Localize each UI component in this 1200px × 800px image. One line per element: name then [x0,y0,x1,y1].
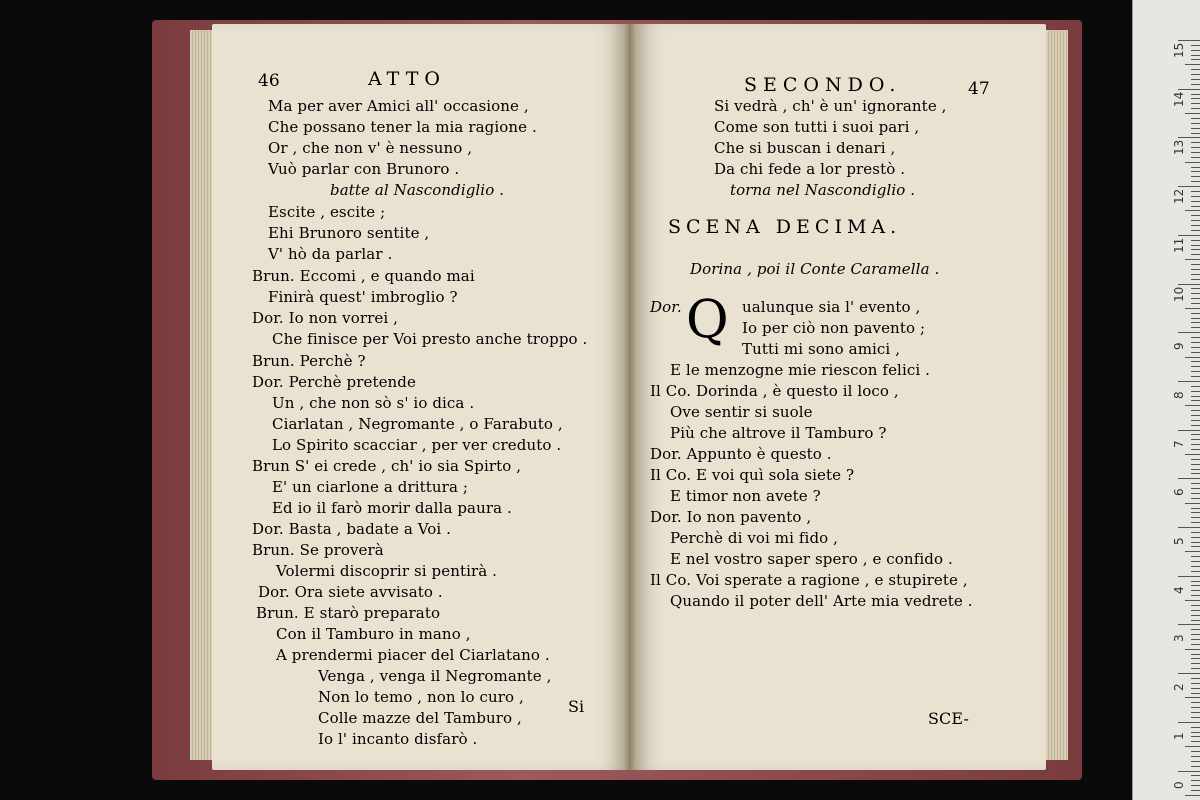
ruler-tick [1191,634,1200,635]
ruler-number: 0 [1172,780,1186,789]
ruler-tick [1191,693,1200,694]
text-line: E' un ciarlone a drittura ; [272,478,469,496]
text-line: V' hò da parlar . [268,245,393,263]
scene-subtitle: Dorina , poi il Conte Caramella . [690,260,940,278]
ruler-tick [1191,206,1200,207]
right-page-number: 47 [968,79,990,99]
ruler-tick [1191,727,1200,728]
ruler-tick [1191,108,1200,109]
ruler-number: 8 [1172,391,1186,399]
ruler-tick [1185,357,1200,358]
ruler-tick [1191,420,1200,421]
ruler-tick [1191,293,1200,294]
ruler-tick [1191,751,1200,752]
text-line: E le menzogne mie riescon felici . [670,361,930,379]
ruler-tick [1191,717,1200,718]
ruler-tick [1191,254,1200,255]
text-line: Brun S' ei crede , ch' io sia Spirto , [252,457,522,475]
ruler-tick [1191,585,1200,586]
ruler-tick [1191,98,1200,99]
ruler-tick [1191,55,1200,56]
ruler-tick [1191,366,1200,367]
ruler-number: 14 [1172,91,1186,107]
ruler-tick [1185,649,1200,650]
ruler-tick [1191,610,1200,611]
ruler-tick [1191,269,1200,270]
ruler-tick [1185,600,1200,601]
ruler-tick [1191,663,1200,664]
ruler-tick [1191,780,1200,781]
drop-cap: Q [686,290,729,350]
ruler-tick [1185,795,1200,796]
ruler-tick [1191,69,1200,70]
text-line: Da chi fede a lor prestò . [714,160,906,178]
ruler-tick [1185,503,1200,504]
ruler-tick [1191,400,1200,401]
ruler-tick [1191,84,1200,85]
ruler-number: 9 [1172,342,1186,351]
ruler-tick [1191,615,1200,616]
text-line: Lo Spirito scacciar , per ver creduto . [272,436,562,454]
ruler-tick [1191,785,1200,786]
ruler-tick [1191,483,1200,484]
ruler-tick [1191,45,1200,46]
ruler-tick [1191,473,1200,474]
ruler-tick [1191,493,1200,494]
ruler-tick [1191,464,1200,465]
text-line: Si vedrà , ch' è un' ignorante , [714,97,947,115]
ruler-tick [1191,542,1200,543]
ruler-tick [1191,298,1200,299]
ruler-tick [1185,454,1200,455]
ruler-tick [1191,376,1200,377]
ruler-tick [1185,162,1200,163]
ruler-number: 1 [1172,732,1186,740]
measuring-ruler [1132,0,1200,800]
text-line: batte al Nascondiglio . [330,181,505,199]
text-line: Dor. Perchè pretende [252,373,416,391]
ruler-tick [1191,288,1200,289]
text-line: Ciarlatan , Negromante , o Farabuto , [272,415,563,433]
right-catchword: SCE- [928,709,969,728]
scene-title: SCENA DECIMA. [668,216,902,238]
ruler-tick [1185,210,1200,211]
ruler-tick [1191,517,1200,518]
ruler-tick [1191,766,1200,767]
ruler-tick [1178,576,1200,577]
ruler-tick [1191,352,1200,353]
ruler-tick [1178,332,1200,333]
ruler-tick [1185,697,1200,698]
ruler-tick [1191,425,1200,426]
ruler-tick [1191,434,1200,435]
page-edges-right [1046,30,1068,760]
ruler-tick [1178,430,1200,431]
text-line: Dor. Io non pavento , [650,508,812,526]
ruler-tick [1191,707,1200,708]
ruler-tick [1191,396,1200,397]
ruler-tick [1178,284,1200,285]
text-line: Dor. Io non vorrei , [252,309,399,327]
ruler-tick [1191,142,1200,143]
ruler-tick [1178,478,1200,479]
ruler-tick [1191,522,1200,523]
ruler-tick [1191,532,1200,533]
ruler-tick [1185,405,1200,406]
ruler-tick [1191,469,1200,470]
ruler-tick [1191,318,1200,319]
page-edges-left [190,30,212,760]
ruler-number: 5 [1172,537,1186,545]
ruler-tick [1191,171,1200,172]
ruler-tick [1191,371,1200,372]
ruler-tick [1191,654,1200,655]
ruler-tick [1191,313,1200,314]
text-line: Dor. Appunto è questo . [650,445,832,463]
ruler-tick [1191,303,1200,304]
ruler-tick [1191,761,1200,762]
ruler-tick [1191,571,1200,572]
ruler-tick [1191,410,1200,411]
ruler-tick [1191,444,1200,445]
ruler-tick [1191,775,1200,776]
text-line: ualunque sia l' evento , [742,298,921,316]
ruler-tick [1191,322,1200,323]
text-line: Finirà quest' imbroglio ? [268,288,458,306]
ruler-tick [1178,186,1200,187]
text-line: Un , che non sò s' io dica . [272,394,475,412]
ruler-number: 11 [1172,237,1186,253]
ruler-number: 10 [1172,286,1186,302]
text-line: Dor. Basta , badate a Voi . [252,520,452,538]
text-line: torna nel Nascondiglio . [730,181,916,199]
ruler-tick [1191,342,1200,343]
ruler-tick [1185,551,1200,552]
ruler-tick [1191,361,1200,362]
ruler-tick [1191,629,1200,630]
text-line: Venga , venga il Negromante , [318,667,552,685]
ruler-tick [1191,191,1200,192]
ruler-tick [1178,624,1200,625]
ruler-number: 7 [1172,439,1186,448]
ruler-tick [1191,668,1200,669]
ruler-tick [1191,756,1200,757]
ruler-tick [1191,176,1200,177]
text-line: Brun. Perchè ? [252,352,366,370]
text-line: Più che altrove il Tamburo ? [670,424,887,442]
ruler-tick [1191,157,1200,158]
text-line: Tutti mi sono amici , [742,340,901,358]
ruler-tick [1178,527,1200,528]
ruler-tick [1178,771,1200,772]
ruler-tick [1191,133,1200,134]
ruler-tick [1191,103,1200,104]
ruler-tick [1191,74,1200,75]
ruler-tick [1191,279,1200,280]
text-line: Che si buscan i denari , [714,139,896,157]
text-line: Perchè di voi mi fido , [670,529,839,547]
ruler-tick [1191,605,1200,606]
ruler-tick [1191,128,1200,129]
ruler-tick [1178,137,1200,138]
ruler-tick [1191,167,1200,168]
ruler-tick [1178,722,1200,723]
ruler-tick [1191,240,1200,241]
ruler-number: 4 [1172,586,1186,594]
ruler-tick [1191,595,1200,596]
ruler-tick [1185,746,1200,747]
ruler-tick [1191,215,1200,216]
ruler-tick [1191,230,1200,231]
text-line: Brun. Eccomi , e quando mai [252,267,475,285]
ruler-tick [1191,327,1200,328]
ruler-tick [1191,147,1200,148]
ruler-tick [1191,712,1200,713]
ruler-tick [1185,259,1200,260]
text-line: Ma per aver Amici all' occasione , [268,97,529,115]
right-running-head: SECONDO. [744,74,902,96]
speaker-first: Dor. [650,298,682,316]
text-line: Ehi Brunoro sentite , [268,224,430,242]
ruler-tick [1191,678,1200,679]
text-line: Ed io il farò morir dalla paura . [272,499,512,517]
ruler-tick [1191,702,1200,703]
text-line: A prendermi piacer del Ciarlatano . [276,646,550,664]
ruler-tick [1191,225,1200,226]
ruler-tick [1191,566,1200,567]
text-line: E timor non avete ? [670,487,821,505]
ruler-tick [1191,220,1200,221]
left-running-head: ATTO [368,68,446,90]
ruler-tick [1191,732,1200,733]
ruler-tick [1191,439,1200,440]
ruler-tick [1191,741,1200,742]
ruler-tick [1191,59,1200,60]
ruler-tick [1191,347,1200,348]
text-line: Come son tutti i suoi pari , [714,118,920,136]
ruler-tick [1191,245,1200,246]
text-line: Brun. E starò preparato [256,604,441,622]
ruler-tick [1191,620,1200,621]
ruler-tick [1191,50,1200,51]
left-catchword: Si [568,697,585,716]
ruler-tick [1191,508,1200,509]
text-line: E nel vostro saper spero , e confido . [670,550,953,568]
ruler-number: 2 [1172,683,1186,692]
ruler-number: 6 [1172,488,1186,497]
ruler-tick [1178,673,1200,674]
text-line: Colle mazze del Tamburo , [318,709,522,727]
ruler-tick [1178,89,1200,90]
ruler-tick [1191,556,1200,557]
ruler-tick [1191,581,1200,582]
ruler-tick [1185,64,1200,65]
text-line: Io l' incanto disfarò . [318,730,478,748]
ruler-tick [1191,488,1200,489]
left-page-number: 46 [258,71,280,91]
ruler-number: 13 [1172,140,1186,156]
ruler-tick [1191,415,1200,416]
text-line: Che possano tener la mia ragione . [268,118,537,136]
ruler-tick [1178,235,1200,236]
ruler-tick [1191,658,1200,659]
ruler-tick [1191,249,1200,250]
ruler-tick [1191,639,1200,640]
ruler-tick [1191,386,1200,387]
ruler-tick [1191,391,1200,392]
ruler-number: 12 [1172,188,1186,205]
text-line: Non lo temo , non lo curo , [318,688,524,706]
text-line: Vuò parlar con Brunoro . [268,160,460,178]
ruler-tick [1191,123,1200,124]
ruler-tick [1191,181,1200,182]
ruler-tick [1191,94,1200,95]
ruler-tick [1191,688,1200,689]
ruler-tick [1191,79,1200,80]
text-line: Escite , escite ; [268,203,386,221]
ruler-tick [1191,449,1200,450]
ruler-tick [1191,274,1200,275]
text-line: Volermi discoprir si pentirà . [276,562,498,580]
text-line: Or , che non v' è nessuno , [268,139,473,157]
text-line: Io per ciò non pavento ; [742,319,926,337]
ruler-tick [1178,40,1200,41]
ruler-tick [1191,118,1200,119]
ruler-tick [1191,459,1200,460]
text-line: Il Co. Voi sperate a ragione , e stupirete , [650,571,968,589]
ruler-number: 15 [1172,42,1186,58]
ruler-tick [1191,201,1200,202]
ruler-tick [1191,736,1200,737]
ruler-tick [1191,790,1200,791]
text-line: Il Co. Dorinda , è questo il loco , [650,382,899,400]
text-line: Ove sentir si suole [670,403,813,421]
ruler-tick [1191,337,1200,338]
ruler-tick [1191,498,1200,499]
book-gutter [624,24,636,770]
ruler-tick [1191,590,1200,591]
ruler-tick [1191,537,1200,538]
ruler-tick [1185,308,1200,309]
ruler-tick [1191,644,1200,645]
text-line: Il Co. E voi quì sola siete ? [650,466,855,484]
ruler-tick [1191,152,1200,153]
ruler-tick [1191,683,1200,684]
ruler-tick [1191,546,1200,547]
ruler-tick [1185,113,1200,114]
ruler-tick [1191,264,1200,265]
ruler-tick [1191,512,1200,513]
ruler-tick [1191,561,1200,562]
text-line: Che finisce per Voi presto anche troppo . [272,330,588,348]
ruler-tick [1191,196,1200,197]
text-line: Quando il poter dell' Arte mia vedrete . [670,592,973,610]
text-line: Brun. Se proverà [252,541,384,559]
text-line: Con il Tamburo in mano , [276,625,471,643]
ruler-tick [1178,381,1200,382]
text-line: Dor. Ora siete avvisato . [258,583,443,601]
ruler-number: 3 [1172,634,1186,643]
